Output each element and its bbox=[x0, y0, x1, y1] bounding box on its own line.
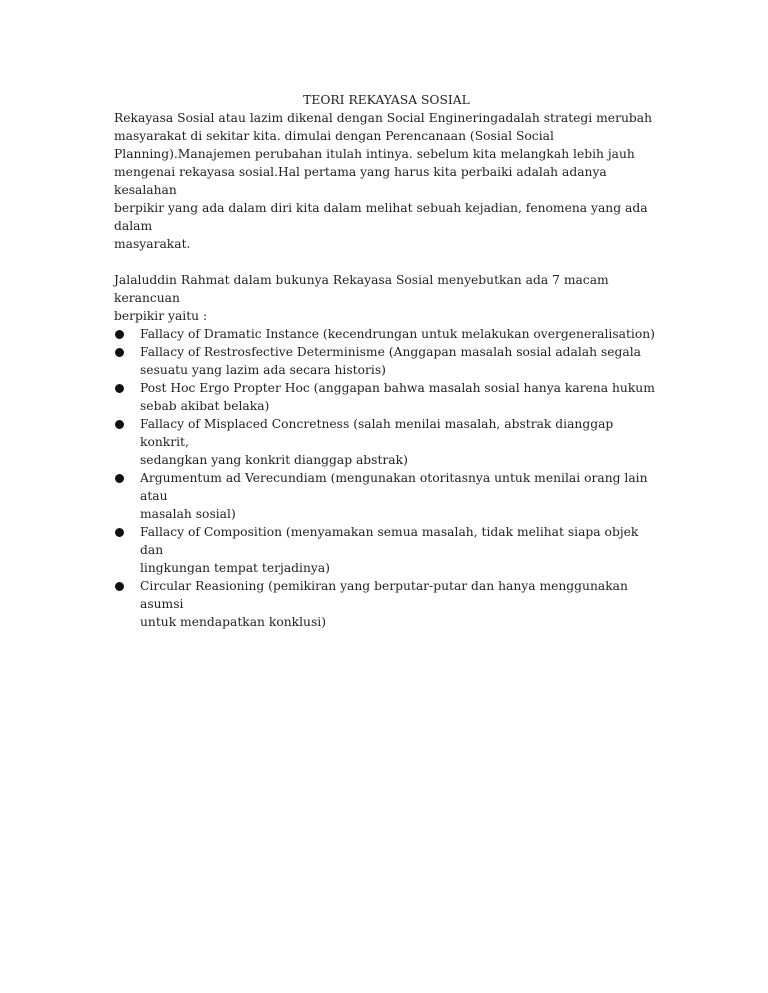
list-item bbox=[114, 415, 659, 469]
list-item-line: lingkungan tempat terjadinya) bbox=[140, 561, 330, 575]
intro-paragraph bbox=[114, 109, 659, 253]
list-item bbox=[114, 523, 659, 577]
fallacy-list bbox=[114, 325, 659, 631]
list-item-line: sedangkan yang konkrit dianggap abstrak) bbox=[140, 453, 408, 467]
list-item-line: Argumentum ad Verecundiam (mengunakan otoritasnya untuk menilai orang lain atau bbox=[140, 471, 648, 503]
list-item-line: Post Hoc Ergo Propter Hoc (anggapan bahwa masalah sosial hanya karena hukum bbox=[140, 381, 655, 395]
lead-paragraph bbox=[114, 271, 659, 325]
list-item-line: masalah sosial) bbox=[140, 507, 236, 521]
list-item-line: Fallacy of Misplaced Concretness (salah menilai masalah, abstrak dianggap konkrit, bbox=[140, 417, 614, 449]
list-item bbox=[114, 469, 659, 523]
list-item-line: sebab akibat belaka) bbox=[140, 399, 270, 413]
bullet-icon bbox=[115, 420, 124, 429]
intro-line: berpikir yang ada dalam diri kita dalam melihat sebuah kejadian, fenomena yang ada dalam bbox=[114, 201, 648, 233]
list-item-line: sesuatu yang lazim ada secara historis) bbox=[140, 363, 386, 377]
document-title: TEORI REKAYASA SOSIAL bbox=[303, 93, 470, 107]
bullet-icon bbox=[115, 384, 124, 393]
list-item-line: Circular Reasioning (pemikiran yang berputar-putar dan hanya menggunakan asumsi bbox=[140, 579, 628, 611]
list-item-line: Fallacy of Composition (menyamakan semua masalah, tidak melihat siapa objek dan bbox=[140, 525, 639, 557]
document-page bbox=[114, 91, 659, 631]
intro-line: Rekayasa Sosial atau lazim dikenal dengan Social Engineringadalah strategi merubah bbox=[114, 111, 652, 125]
list-item bbox=[114, 379, 659, 415]
paragraph-spacer bbox=[114, 253, 659, 271]
intro-line: masyarakat. bbox=[114, 237, 191, 251]
bullet-icon bbox=[115, 348, 124, 357]
list-item bbox=[114, 577, 659, 631]
list-item bbox=[114, 325, 659, 343]
bullet-icon bbox=[115, 330, 124, 339]
lead-line: berpikir yaitu : bbox=[114, 309, 208, 323]
list-item bbox=[114, 343, 659, 379]
intro-line: mengenai rekayasa sosial.Hal pertama yang harus kita perbaiki adalah adanya kesalahan bbox=[114, 165, 607, 197]
list-item-line: Fallacy of Restrosfective Determinisme (Anggapan masalah sosial adalah segala bbox=[140, 345, 642, 359]
list-item-line: untuk mendapatkan konklusi) bbox=[140, 615, 326, 629]
intro-line: Planning).Manajemen perubahan itulah intinya. sebelum kita melangkah lebih jauh bbox=[114, 147, 635, 161]
intro-line: masyarakat di sekitar kita. dimulai dengan Perencanaan (Sosial Social bbox=[114, 129, 554, 143]
list-item-line: Fallacy of Dramatic Instance (kecendrungan untuk melakukan overgeneralisation) bbox=[140, 327, 655, 341]
lead-line: Jalaluddin Rahmat dalam bukunya Rekayasa Sosial menyebutkan ada 7 macam kerancuan bbox=[114, 273, 609, 305]
bullet-icon bbox=[115, 528, 124, 537]
bullet-icon bbox=[115, 474, 124, 483]
bullet-icon bbox=[115, 582, 124, 591]
